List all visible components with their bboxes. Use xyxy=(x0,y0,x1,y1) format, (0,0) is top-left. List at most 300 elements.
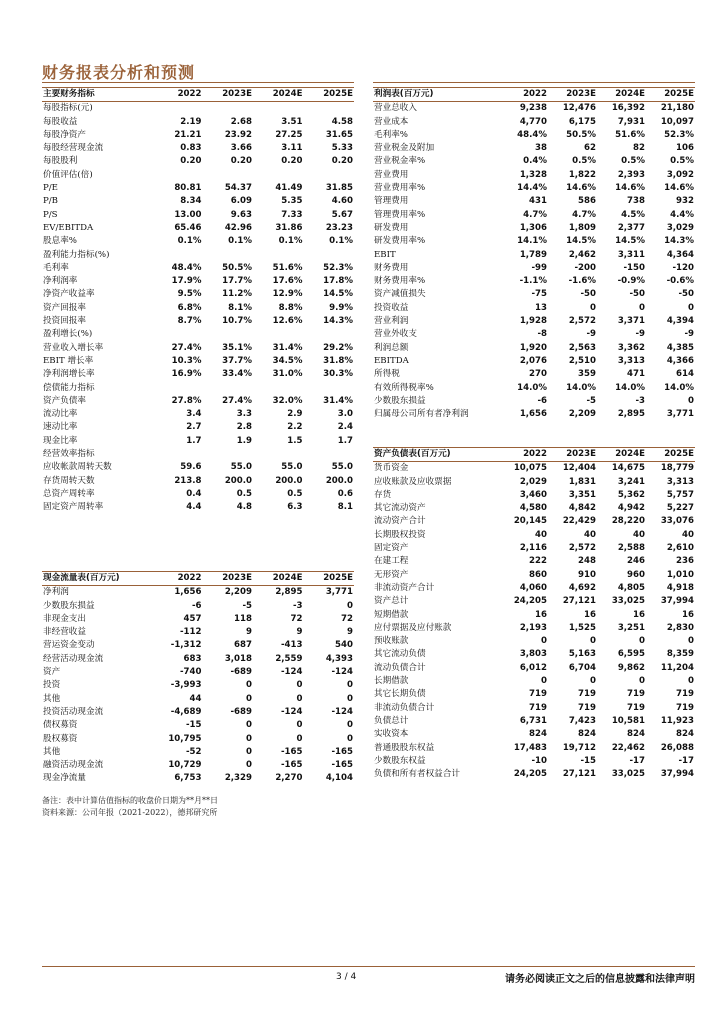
cell-value: 2.2 xyxy=(287,422,303,433)
cell-value: -124 xyxy=(280,667,303,678)
cell-value: -17 xyxy=(678,755,694,766)
row-label: 营业费用 xyxy=(374,169,409,180)
table-row xyxy=(373,129,695,142)
cell-value: 0.1% xyxy=(329,236,353,247)
row-label: 实收资本 xyxy=(374,729,409,740)
cell-value xyxy=(152,448,203,461)
cell-value: 2.7 xyxy=(186,422,202,433)
row-label: 其他 xyxy=(43,693,61,704)
cell-value: 31.86 xyxy=(275,222,303,233)
cell-value: -413 xyxy=(280,640,303,651)
cell-value: -4,689 xyxy=(170,706,202,717)
table-row xyxy=(373,102,695,116)
cell-value: 3.51 xyxy=(281,116,303,127)
cell-value: 0 xyxy=(688,676,694,687)
income-statement-table xyxy=(373,87,695,421)
cell-value: 16,392 xyxy=(611,103,645,114)
cell-value: 80.81 xyxy=(174,183,202,194)
table-row xyxy=(373,622,695,635)
cell-value: 33,025 xyxy=(611,596,645,607)
cell-value: 9.9% xyxy=(329,302,353,313)
cell-value: -120 xyxy=(672,262,694,273)
cell-value: 31.65 xyxy=(325,129,353,140)
cell-value: 0.5 xyxy=(236,488,252,499)
cell-value: -165 xyxy=(331,760,353,771)
table-row xyxy=(373,288,695,301)
cell-value: -689 xyxy=(230,667,252,678)
table-row xyxy=(373,715,695,728)
cell-value: 14.0% xyxy=(517,382,547,393)
table-row xyxy=(42,408,354,421)
cell-value: 16.9% xyxy=(171,369,202,380)
cell-value: -200 xyxy=(574,262,596,273)
row-label: 预收账款 xyxy=(374,636,409,647)
row-label: 资产负债率 xyxy=(43,395,86,406)
row-label: 研发费用 xyxy=(374,222,409,233)
cell-value: 3.0 xyxy=(337,409,353,420)
row-label: 非流动负债合计 xyxy=(374,702,435,713)
table-row xyxy=(373,555,695,568)
cell-value: 0 xyxy=(296,680,303,691)
table-row xyxy=(373,529,695,542)
source-line: 资料来源：公司年报（2021-2022），德邦研究所 xyxy=(42,808,218,817)
cell-value: 4,385 xyxy=(666,342,694,353)
cell-value: 0 xyxy=(347,733,353,744)
cell-value: -1.1% xyxy=(519,276,547,287)
cell-value: 33.4% xyxy=(222,369,252,380)
cell-value: 3,313 xyxy=(666,476,694,487)
cell-value: 4,805 xyxy=(617,582,645,593)
cell-value: -124 xyxy=(280,706,303,717)
cell-value: 0 xyxy=(347,720,353,731)
table-row xyxy=(42,475,354,488)
table-header-row xyxy=(42,88,354,102)
cell-value: 0 xyxy=(347,693,353,704)
table-row xyxy=(373,515,695,528)
table-row xyxy=(42,679,354,692)
row-label: 营业总收入 xyxy=(374,103,417,114)
cell-value: 738 xyxy=(627,196,645,207)
cell-value: 0 xyxy=(590,676,596,687)
note-line: 备注：表中计算估值指标的收盘价日期为**月**日 xyxy=(42,796,218,805)
row-label: 少数股东损益 xyxy=(374,395,426,406)
cell-value: 4.4% xyxy=(670,209,694,220)
row-label: 净利润 xyxy=(43,587,69,598)
cell-value: 51.6% xyxy=(615,129,645,140)
table-row xyxy=(42,195,354,208)
cell-value: 5.67 xyxy=(331,209,353,220)
cell-value: 6,753 xyxy=(174,773,202,784)
table-row xyxy=(373,235,695,248)
cell-value: -50 xyxy=(629,289,645,300)
cell-value: 9.5% xyxy=(177,289,202,300)
cell-value: 5,227 xyxy=(666,503,694,514)
cell-value: 200.0 xyxy=(224,475,252,486)
cell-value xyxy=(304,249,355,262)
page-number: 3 / 4 xyxy=(336,972,357,982)
cell-value: 1,920 xyxy=(519,342,547,353)
cell-value: 10,581 xyxy=(611,715,645,726)
cell-value: 1,831 xyxy=(568,476,596,487)
table-row xyxy=(42,461,354,474)
cell-value: 17.7% xyxy=(222,276,252,287)
table-row xyxy=(373,275,695,288)
row-label: 非现金支出 xyxy=(43,613,86,624)
row-label: 非经营收益 xyxy=(43,627,86,638)
cell-value: 14.3% xyxy=(664,236,694,247)
cell-value: 10.7% xyxy=(222,316,252,327)
cell-value: 2,895 xyxy=(617,409,645,420)
cell-value: 14.1% xyxy=(517,236,547,247)
year-header: 2022 xyxy=(499,88,548,102)
row-label: 投资收益 xyxy=(374,302,409,313)
table-row xyxy=(373,116,695,129)
cell-value: 40 xyxy=(633,529,645,540)
title-divider xyxy=(373,82,695,83)
cell-value: 5.35 xyxy=(281,196,303,207)
cell-value: 431 xyxy=(529,196,547,207)
cell-value: -3,993 xyxy=(170,680,202,691)
row-label: 所得税 xyxy=(374,369,400,380)
cell-value: 3,311 xyxy=(617,249,645,260)
cell-value: 719 xyxy=(676,702,694,713)
table-row xyxy=(42,639,354,652)
cell-value: 683 xyxy=(183,653,202,664)
cell-value: 586 xyxy=(578,196,596,207)
cell-value: 8.8% xyxy=(278,302,303,313)
cell-value: 2,895 xyxy=(275,587,303,598)
cell-value: 12,404 xyxy=(562,463,596,474)
cell-value: -0.6% xyxy=(666,276,694,287)
cell-value: 2,116 xyxy=(519,543,547,554)
cell-value: 6,731 xyxy=(519,715,547,726)
cell-value: -150 xyxy=(623,262,645,273)
cell-value: 3.11 xyxy=(281,143,303,154)
row-label: 债权募资 xyxy=(43,720,78,731)
cell-value: 37,994 xyxy=(660,596,694,607)
row-label: 货币资金 xyxy=(374,463,409,474)
cell-value: 14.6% xyxy=(664,183,694,194)
cell-value: -1,312 xyxy=(170,640,202,651)
cell-value: -9 xyxy=(635,329,645,340)
cell-value: 4,060 xyxy=(519,582,547,593)
table-row xyxy=(373,382,695,395)
cell-value: 27,121 xyxy=(562,769,596,780)
cell-value: 2,610 xyxy=(666,543,694,554)
table-row xyxy=(42,759,354,772)
cell-value: 0 xyxy=(246,760,252,771)
cell-value: 4.8 xyxy=(236,502,252,513)
table-row xyxy=(373,648,695,661)
cell-value xyxy=(152,382,203,395)
table-row xyxy=(42,501,354,514)
cell-value: 2,209 xyxy=(224,587,252,598)
cell-value: 3,771 xyxy=(325,587,353,598)
cell-value: 1,525 xyxy=(568,622,596,633)
cell-value: 27.8% xyxy=(171,395,202,406)
table-row xyxy=(373,249,695,262)
cell-value: 2,510 xyxy=(568,355,596,366)
table-row xyxy=(373,476,695,489)
cell-value: 719 xyxy=(529,689,547,700)
cell-value: 8.7% xyxy=(177,316,202,327)
table-row xyxy=(373,742,695,755)
cell-value: 2,270 xyxy=(275,773,303,784)
row-label: 每股经营现金流 xyxy=(43,143,104,154)
cell-value: 14.6% xyxy=(566,183,596,194)
cell-value: 51.6% xyxy=(272,262,303,273)
table-row xyxy=(42,600,354,613)
cell-value: -9 xyxy=(586,329,596,340)
year-header: 2023E xyxy=(548,88,597,102)
table-row xyxy=(42,182,354,195)
cell-value: 26,088 xyxy=(660,742,694,753)
cell-value: 16 xyxy=(633,609,645,620)
cell-value: 62 xyxy=(584,143,596,154)
cell-value: 457 xyxy=(183,613,202,624)
cell-value: 0 xyxy=(296,693,303,704)
table-row xyxy=(373,635,695,648)
row-label: 流动资产合计 xyxy=(374,516,426,527)
table-row xyxy=(42,448,354,461)
cell-value: 50.5% xyxy=(566,129,596,140)
cell-value: 8.1 xyxy=(337,502,353,513)
cell-value xyxy=(253,169,304,182)
row-label: 每股指标(元) xyxy=(43,103,93,114)
cell-value: 4,918 xyxy=(666,582,694,593)
cell-value: 2,209 xyxy=(568,409,596,420)
cell-value: -15 xyxy=(185,720,202,731)
cell-value: 0 xyxy=(246,693,252,704)
table-row xyxy=(373,342,695,355)
table-row xyxy=(373,489,695,502)
table-title: 利润表(百万元) xyxy=(373,88,499,102)
table-row xyxy=(42,395,354,408)
row-label: 应收账款及应收票据 xyxy=(374,476,452,487)
table-row xyxy=(373,182,695,195)
year-header: 2025E xyxy=(304,572,355,586)
cell-value: 0.1% xyxy=(278,236,303,247)
cell-value: -3 xyxy=(635,395,645,406)
table-row xyxy=(373,169,695,182)
cell-value: 34.5% xyxy=(272,355,303,366)
cell-value: -165 xyxy=(331,746,353,757)
cell-value: 54.37 xyxy=(224,183,252,194)
cell-value: 31.8% xyxy=(323,355,353,366)
row-label: 净利润增长率 xyxy=(43,369,95,380)
cell-value: 8.1% xyxy=(228,302,252,313)
cell-value: 1,822 xyxy=(568,169,596,180)
cell-value: 14.5% xyxy=(566,236,596,247)
row-label: 短期借款 xyxy=(374,609,409,620)
cell-value: 17.8% xyxy=(323,276,353,287)
cell-value: 10,795 xyxy=(168,733,202,744)
cell-value: 0.1% xyxy=(177,236,202,247)
footer-divider xyxy=(42,966,695,967)
row-label: 财务费用率% xyxy=(374,276,426,287)
row-label: 毛利率 xyxy=(43,262,69,273)
year-header: 2022 xyxy=(152,572,203,586)
cell-value: 824 xyxy=(676,729,694,740)
year-header: 2025E xyxy=(646,88,695,102)
table-row xyxy=(373,328,695,341)
year-header: 2024E xyxy=(597,448,646,462)
cell-value: 4,364 xyxy=(666,249,694,260)
cell-value: 10.3% xyxy=(171,355,202,366)
cell-value: 12.9% xyxy=(272,289,303,300)
cell-value: 213.8 xyxy=(174,475,202,486)
cell-value: 6.09 xyxy=(230,196,252,207)
row-label: 在建工程 xyxy=(374,556,409,567)
cell-value: 8,359 xyxy=(666,649,694,660)
cell-value: 8.34 xyxy=(180,196,202,207)
row-label: EBIT 增长率 xyxy=(43,355,94,366)
cell-value: -0.9% xyxy=(617,276,645,287)
row-label: 每股净资产 xyxy=(43,129,86,140)
cell-value: 50.5% xyxy=(222,262,252,273)
row-label: 盈利增长(%) xyxy=(43,329,93,340)
cell-value: 0 xyxy=(639,302,645,313)
table-row xyxy=(42,302,354,315)
cell-value: 2,572 xyxy=(568,316,596,327)
table-row xyxy=(373,582,695,595)
cell-value: 4,393 xyxy=(325,653,353,664)
cell-value: 1,809 xyxy=(568,222,596,233)
cell-value: 824 xyxy=(529,729,547,740)
table-row xyxy=(373,502,695,515)
cell-value: 31.4% xyxy=(323,395,353,406)
row-label: EV/EBITDA xyxy=(43,222,94,233)
cell-value: 0 xyxy=(296,733,303,744)
table-row xyxy=(42,421,354,434)
cell-value: -50 xyxy=(678,289,694,300)
cell-value: 41.49 xyxy=(275,183,303,194)
cell-value: 27,121 xyxy=(562,596,596,607)
cell-value: 48.4% xyxy=(517,129,547,140)
cell-value: 1.7 xyxy=(337,435,353,446)
cell-value: -124 xyxy=(331,706,353,717)
cell-value: 2,076 xyxy=(519,355,547,366)
main-indicators-table xyxy=(42,87,354,515)
row-label: 营业外收支 xyxy=(374,329,417,340)
cell-value xyxy=(253,102,304,116)
cell-value: 2,830 xyxy=(666,622,694,633)
cell-value: 13 xyxy=(535,302,547,313)
cell-value: 200.0 xyxy=(325,475,353,486)
cell-value: 0 xyxy=(246,720,252,731)
cell-value: 11,204 xyxy=(660,662,694,673)
cell-value: 27.4% xyxy=(171,342,202,353)
cell-value: 5,362 xyxy=(617,489,645,500)
cell-value: 9.63 xyxy=(230,209,252,220)
cell-value: 65.46 xyxy=(174,222,202,233)
cell-value: 3,251 xyxy=(617,622,645,633)
cell-value: 0.4% xyxy=(523,156,547,167)
cell-value: 0.1% xyxy=(228,236,252,247)
row-label: 股权募资 xyxy=(43,733,78,744)
table-row xyxy=(373,462,695,476)
cell-value: 29.2% xyxy=(323,342,353,353)
cell-value: 21.21 xyxy=(174,129,202,140)
cell-value xyxy=(253,249,304,262)
cell-value: 2,559 xyxy=(275,653,303,664)
cell-value: 200.0 xyxy=(275,475,303,486)
cell-value xyxy=(152,328,203,341)
cell-value: 4,692 xyxy=(568,582,596,593)
cell-value: 3,460 xyxy=(519,489,547,500)
row-label: 其他 xyxy=(43,746,61,757)
table-row xyxy=(373,688,695,701)
cell-value: 0 xyxy=(688,302,694,313)
cell-value: 12,476 xyxy=(562,103,596,114)
cell-value: 40 xyxy=(535,529,547,540)
row-label: EBITDA xyxy=(374,355,409,366)
cell-value: 37,994 xyxy=(660,769,694,780)
row-label: 利润总额 xyxy=(374,342,409,353)
table-row xyxy=(42,235,354,248)
cell-value: 248 xyxy=(578,556,596,567)
cell-value: 23.92 xyxy=(224,129,252,140)
table-row xyxy=(42,666,354,679)
row-label: 每股股利 xyxy=(43,156,78,167)
cell-value: 27.25 xyxy=(275,129,303,140)
cell-value: 37.7% xyxy=(222,355,252,366)
cell-value: 18,779 xyxy=(660,463,694,474)
row-label: 营业税金率% xyxy=(374,156,426,167)
cell-value: 860 xyxy=(529,569,547,580)
cell-value: 3,029 xyxy=(666,222,694,233)
table-row xyxy=(42,355,354,368)
cash-flow-table xyxy=(42,571,354,786)
row-label: P/B xyxy=(43,196,58,207)
cell-value: -15 xyxy=(580,755,596,766)
cell-value: 0 xyxy=(590,302,596,313)
page-title: 财务报表分析和预测 xyxy=(42,63,196,82)
cell-value: 33,076 xyxy=(660,516,694,527)
cell-value: 33,025 xyxy=(611,769,645,780)
table-row xyxy=(373,702,695,715)
cell-value: 6,704 xyxy=(568,662,596,673)
cell-value: 2.9 xyxy=(287,409,303,420)
table-row xyxy=(42,288,354,301)
cell-value: 4.58 xyxy=(331,116,353,127)
table-row xyxy=(42,719,354,732)
table-row xyxy=(373,662,695,675)
cell-value: -17 xyxy=(629,755,645,766)
cell-value: 2,393 xyxy=(617,169,645,180)
cell-value xyxy=(203,328,254,341)
cell-value: 17.6% xyxy=(272,276,303,287)
table-header-row xyxy=(42,572,354,586)
cell-value xyxy=(152,102,203,116)
cell-value: 23.23 xyxy=(325,222,353,233)
row-label: 其它流动资产 xyxy=(374,503,426,514)
cell-value: -75 xyxy=(531,289,547,300)
cell-value: 1,656 xyxy=(174,587,202,598)
cell-value: 910 xyxy=(578,569,596,580)
cell-value: 4.7% xyxy=(523,209,547,220)
table-title: 资产负债表(百万元) xyxy=(373,448,499,462)
cell-value: 21,180 xyxy=(660,103,694,114)
cell-value: 24,205 xyxy=(513,769,547,780)
cell-value: 0.5% xyxy=(670,156,694,167)
cell-value: 10,097 xyxy=(660,116,694,127)
row-label: P/S xyxy=(43,209,58,220)
row-label: 管理费用率% xyxy=(374,209,426,220)
row-label: 负债和所有者权益合计 xyxy=(374,769,460,780)
cell-value: 6,175 xyxy=(568,116,596,127)
cell-value: 1.9 xyxy=(236,435,252,446)
